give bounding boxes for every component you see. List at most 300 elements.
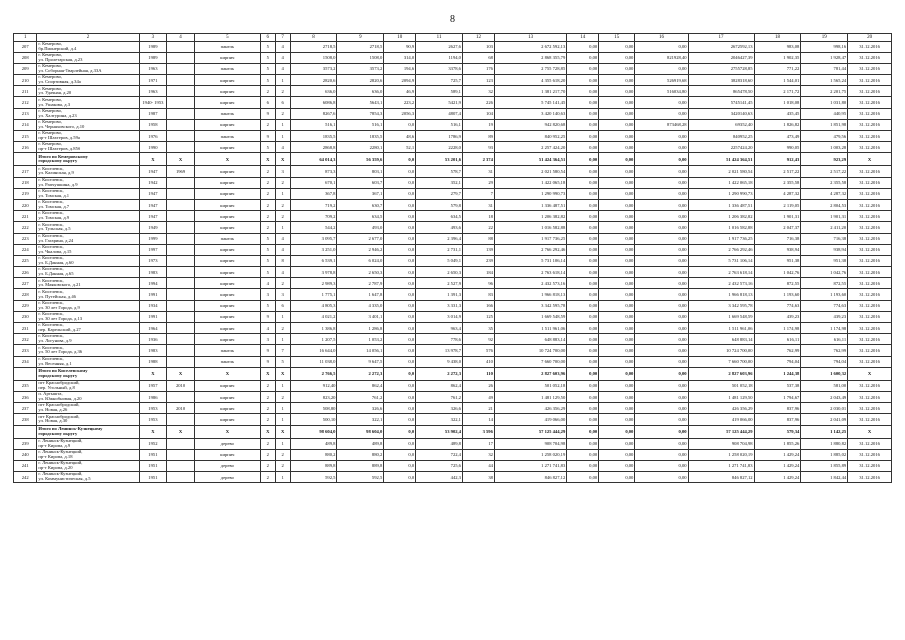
table-cell: 873,3 <box>290 166 337 177</box>
table-cell: 31 <box>462 166 494 177</box>
table-cell: 2 396,4 <box>416 233 463 244</box>
table-cell: 0,0 <box>384 119 416 130</box>
table-row <box>14 108 892 119</box>
table-cell: 1508,0 <box>337 52 384 63</box>
table-row <box>14 438 892 449</box>
table-cell: 9 <box>260 356 275 367</box>
table-cell: 2 <box>260 391 275 402</box>
table-cell: 0,00 <box>567 334 599 345</box>
table-cell: 2820,6 <box>290 75 337 86</box>
table-cell: 419 066,00 <box>688 414 754 425</box>
table-cell: 0,00 <box>567 267 599 278</box>
table-cell: 98 604,0 <box>290 425 337 438</box>
table-cell: 0,00 <box>635 356 688 367</box>
table-cell: 2 <box>260 414 275 425</box>
table-cell: 223,2 <box>384 97 416 108</box>
table-cell: 426 356,29 <box>688 403 754 414</box>
table-cell: 0,00 <box>635 449 688 460</box>
table-cell: 719,2 <box>290 199 337 210</box>
table-cell: 1 <box>275 311 290 322</box>
table-cell: 3 014,9 <box>416 311 463 322</box>
table-cell: 31.12.2016 <box>848 391 892 402</box>
table-cell: 31.12.2016 <box>848 52 892 63</box>
table-cell: 1 <box>275 472 290 483</box>
table-cell <box>167 86 195 97</box>
address-cell: г. Киселевск, ул. Чкалова, д.15 <box>37 244 139 255</box>
table-cell: 821928,40 <box>635 52 688 63</box>
table-cell: 544,2 <box>290 222 337 233</box>
table-cell: 0,00 <box>567 233 599 244</box>
table-row <box>14 222 892 233</box>
table-cell: X <box>194 153 260 166</box>
table-cell: X <box>848 425 892 438</box>
table-cell: 2 650,3 <box>416 267 463 278</box>
table-cell: 1 244,38 <box>754 367 801 380</box>
table-cell: 761,2 <box>416 391 463 402</box>
table-cell: 1 917 736,25 <box>494 233 566 244</box>
table-cell: 4 335,0 <box>337 300 384 311</box>
table-cell: 8 <box>275 255 290 266</box>
table-cell: 57 125 444,29 <box>494 425 566 438</box>
table-cell: 862,4 <box>416 380 463 391</box>
table-cell: 240 <box>14 449 37 460</box>
table-cell: 4 <box>275 233 290 244</box>
table-cell: 0,00 <box>567 108 599 119</box>
table-cell: 0,00 <box>635 108 688 119</box>
table-cell: 1835,5 <box>290 131 337 142</box>
table-cell: 123 <box>462 75 494 86</box>
table-cell: 0,00 <box>567 367 599 380</box>
table-cell: 53 902,4 <box>416 425 463 438</box>
table-cell <box>167 311 195 322</box>
table-cell: 709,2 <box>290 211 337 222</box>
table-cell: 0,00 <box>567 75 599 86</box>
table-cell: кирпич <box>194 334 260 345</box>
table-cell: 1964 <box>139 323 167 334</box>
table-cell: 0,00 <box>567 311 599 322</box>
table-cell: 1991 <box>139 311 167 322</box>
table-cell: 1 <box>275 334 290 345</box>
address-cell: пгт Краснобродский, ул. Новая, д.30 <box>37 414 139 425</box>
table-cell: 21 <box>462 403 494 414</box>
table-cell: 1 511 961,06 <box>494 323 566 334</box>
table-cell: 0,00 <box>599 166 635 177</box>
table-cell: 0,0 <box>384 345 416 356</box>
table-cell: 31.12.2016 <box>848 233 892 244</box>
table-cell: 410 <box>462 356 494 367</box>
table-cell: 716,38 <box>754 233 801 244</box>
table-cell: X <box>139 425 167 438</box>
table-cell: 0,00 <box>635 311 688 322</box>
table-cell: 1 286,8 <box>337 323 384 334</box>
table-cell: 489,8 <box>290 438 337 449</box>
table-cell: 2 201,75 <box>801 86 848 97</box>
table-cell: 479,56 <box>801 131 848 142</box>
table-cell: 4 <box>275 267 290 278</box>
table-cell: 781,44 <box>801 63 848 74</box>
table-cell: 31.12.2016 <box>848 323 892 334</box>
table-cell: 1 290 990,73 <box>494 188 566 199</box>
table-cell: 0,00 <box>567 131 599 142</box>
table-cell: 221 <box>14 211 37 222</box>
table-cell <box>14 425 37 438</box>
table-cell: 166 <box>462 300 494 311</box>
table-cell: 0,0 <box>384 267 416 278</box>
table-cell: 2 <box>275 177 290 188</box>
table-cell: 38 <box>462 472 494 483</box>
table-cell: 2 827 603,96 <box>494 367 566 380</box>
table-cell: кирпич <box>194 300 260 311</box>
table-cell: X <box>167 367 195 380</box>
table-cell: 9 <box>260 131 275 142</box>
table-cell: панель <box>194 108 260 119</box>
table-cell: 1 775,1 <box>290 289 337 300</box>
table-cell: 4 <box>275 142 290 153</box>
address-cell: г. Кемерово, ул. Удачная, д.20 <box>37 86 139 97</box>
table-row <box>14 278 892 289</box>
table-cell: 215 <box>14 131 37 142</box>
address-cell: г. Киселевск, ул. 30 лет Города, д.9 <box>37 300 139 311</box>
column-header: 10 <box>384 34 416 42</box>
table-cell: 0,00 <box>599 334 635 345</box>
table-row <box>14 255 892 266</box>
table-cell: 5 745 141,45 <box>494 97 566 108</box>
table-row <box>14 199 892 210</box>
table-cell: 209 <box>14 63 37 74</box>
table-cell: кирпич <box>194 380 260 391</box>
table-cell: 31.12.2016 <box>848 403 892 414</box>
table-cell: 0,00 <box>567 472 599 483</box>
table-cell: панель <box>194 345 260 356</box>
table-cell: 0,00 <box>599 300 635 311</box>
table-cell: 0,00 <box>599 244 635 255</box>
table-cell: 0,00 <box>635 233 688 244</box>
table-cell: 489,8 <box>337 438 384 449</box>
table-cell: X <box>848 367 892 380</box>
table-cell: 98 604,0 <box>337 425 384 438</box>
table-cell: X <box>260 425 275 438</box>
table-cell: 670,1 <box>290 177 337 188</box>
table-cell: 0,00 <box>599 153 635 166</box>
table-cell: 2 787,9 <box>337 278 384 289</box>
table-cell: 35 <box>462 323 494 334</box>
table-cell: X <box>260 367 275 380</box>
table-cell: 0,0 <box>384 233 416 244</box>
table-cell: 229 <box>14 300 37 311</box>
table-cell: 10 724 700,00 <box>494 345 566 356</box>
table-row <box>14 97 892 108</box>
table-cell: 0,00 <box>599 356 635 367</box>
table-cell: 0,00 <box>599 52 635 63</box>
table-cell: 576 <box>462 345 494 356</box>
column-header: 11 <box>416 34 463 42</box>
table-cell: 4 <box>260 323 275 334</box>
table-cell: 873468,28 <box>635 119 688 130</box>
table-cell: 19 <box>462 119 494 130</box>
table-cell: 2 374 <box>462 153 494 166</box>
table-cell: 0,00 <box>635 211 688 222</box>
table-cell: 234 <box>14 356 37 367</box>
address-cell: г. Кемерово, пр-т Шахтеров, д.85б <box>37 142 139 153</box>
table-cell: 1 336 487,51 <box>494 199 566 210</box>
table-cell: 0,00 <box>599 425 635 438</box>
table-cell: дерево <box>194 460 260 471</box>
table-cell: 0,0 <box>384 414 416 425</box>
column-header: 15 <box>599 34 635 42</box>
table-cell: 31.12.2016 <box>848 449 892 460</box>
table-cell: 2 <box>275 108 290 119</box>
table-cell: 1963 <box>139 63 167 74</box>
address-cell: г. Ленинск-Кузнецкий, пр-т Кирова, д.18 <box>37 449 139 460</box>
address-cell: пгт Краснобродский, пер. Угольный, д.8 <box>37 380 139 391</box>
table-cell: 2 989,3 <box>290 278 337 289</box>
table-cell <box>167 63 195 74</box>
table-cell: 493,6 <box>416 222 463 233</box>
table-cell: 2280,1 <box>337 142 384 153</box>
table-cell: 7 <box>275 345 290 356</box>
table-cell: X <box>275 425 290 438</box>
table-cell: 0,00 <box>567 86 599 97</box>
table-cell: 352,1 <box>416 177 463 188</box>
table-cell: X <box>167 425 195 438</box>
table-cell: 5 731 106,14 <box>494 255 566 266</box>
table-cell: 778,6 <box>416 334 463 345</box>
table-cell: 31.12.2016 <box>848 289 892 300</box>
table-cell: 1 018,08 <box>754 97 801 108</box>
table-cell: 31.12.2016 <box>848 75 892 86</box>
address-cell: г. Кемерово, пр-т Шахтеров, д.59а <box>37 131 139 142</box>
table-cell: 0,0 <box>384 391 416 402</box>
table-cell: 426 356,29 <box>494 403 566 414</box>
table-cell: 92 <box>462 334 494 345</box>
address-cell: г. Кемерово, ул. Пролетарская, д.23 <box>37 52 139 63</box>
table-cell: 367,8 <box>290 188 337 199</box>
table-cell: 2 804,53 <box>801 199 848 210</box>
table-cell: 4 021,2 <box>290 311 337 322</box>
table-cell: 31.12.2016 <box>848 356 892 367</box>
table-cell: 0,00 <box>599 472 635 483</box>
table-cell: 1 053,2 <box>337 334 384 345</box>
table-cell <box>167 41 195 52</box>
table-cell: 93 <box>462 142 494 153</box>
table-cell: 0,00 <box>635 41 688 52</box>
table-cell: 516034,80 <box>635 86 688 97</box>
table-cell: 89 <box>462 131 494 142</box>
table-cell: кирпич <box>194 86 260 97</box>
table-cell: 0,00 <box>567 438 599 449</box>
address-cell: г. Киселевск, ул. 30 лет Города, д.13 <box>37 311 139 322</box>
table-cell: 0,00 <box>567 345 599 356</box>
table-cell: 1 381 217,70 <box>494 86 566 97</box>
table-cell: кирпич <box>194 267 260 278</box>
column-header: 1 <box>14 34 37 42</box>
table-cell: 2 766,5 <box>290 367 337 380</box>
table-cell: 908 704,98 <box>688 438 754 449</box>
table-cell: 5 <box>260 244 275 255</box>
table-cell: 0,00 <box>635 244 688 255</box>
table-cell: 1 258 020,19 <box>494 449 566 460</box>
table-cell: 1 600,32 <box>801 367 848 380</box>
table-cell: 579,8 <box>416 199 463 210</box>
table-cell: 1 <box>275 119 290 130</box>
table-cell: 1 <box>275 380 290 391</box>
table-cell: 3828318,60 <box>688 75 754 86</box>
table-cell: 184 <box>462 267 494 278</box>
table-cell: 31.12.2016 <box>848 177 892 188</box>
table-cell: 0,00 <box>635 334 688 345</box>
table-cell: 1999 <box>139 233 167 244</box>
column-header: 12 <box>462 34 494 42</box>
table-cell: 912,40 <box>290 380 337 391</box>
table-cell: 489,8 <box>416 438 463 449</box>
address-cell: г. Кемерово, ул. Халтурина, д.23 <box>37 108 139 119</box>
table-cell: X <box>275 367 290 380</box>
table-cell: дерево <box>194 438 260 449</box>
table-cell: 0,00 <box>635 97 688 108</box>
table-cell: 1942 <box>139 177 167 188</box>
table-cell: 2 <box>260 177 275 188</box>
table-cell: 0,00 <box>635 472 688 483</box>
table-row <box>14 403 892 414</box>
table-cell: 2 043,49 <box>801 391 848 402</box>
table-cell: 0,0 <box>384 177 416 188</box>
table-row <box>14 211 892 222</box>
table-cell: 0,00 <box>567 222 599 233</box>
table-cell: 0,00 <box>567 300 599 311</box>
table-cell: 9 647,5 <box>337 356 384 367</box>
total-row <box>14 367 892 380</box>
table-cell: 226 <box>14 267 37 278</box>
table-cell: 1 842,44 <box>801 472 848 483</box>
table-cell: 2627,6 <box>416 41 463 52</box>
table-cell: 1 481 129,50 <box>494 391 566 402</box>
table-cell: 0,00 <box>599 323 635 334</box>
table-row <box>14 449 892 460</box>
address-cell: п. Артышта, ул. Южнобновая, д.20 <box>37 391 139 402</box>
table-cell: 774,63 <box>801 300 848 311</box>
table-cell: 2 <box>260 449 275 460</box>
table-cell: 2 763 618,14 <box>688 267 754 278</box>
table-cell: 1 271 741,83 <box>688 460 754 471</box>
table-cell: 1 794,67 <box>754 391 801 402</box>
column-header: 9 <box>337 34 384 42</box>
table-cell: 0,00 <box>599 131 635 142</box>
table-cell: 1 429,24 <box>754 460 801 471</box>
table-cell: 2 <box>275 278 290 289</box>
table-cell: 14 056,1 <box>337 345 384 356</box>
table-cell: 3 <box>260 289 275 300</box>
table-cell: 1957 <box>139 380 167 391</box>
table-cell: 225 <box>14 255 37 266</box>
address-cell: г. Кемерово, ул. Черняховского, д.10 <box>37 119 139 130</box>
table-cell: 938,94 <box>801 244 848 255</box>
table-cell: 648 883,14 <box>494 334 566 345</box>
table-row <box>14 414 892 425</box>
table-cell: 1 003,28 <box>801 142 848 153</box>
table-cell: 1976 <box>139 131 167 142</box>
table-cell: 634,5 <box>416 211 463 222</box>
table-cell: 0,00 <box>599 278 635 289</box>
table-cell: 322,1 <box>337 414 384 425</box>
table-cell: 3573,2 <box>337 63 384 74</box>
table-cell: 279,7 <box>416 188 463 199</box>
table-row <box>14 334 892 345</box>
table-cell: 31.12.2016 <box>848 188 892 199</box>
table-cell: 2 355,58 <box>801 177 848 188</box>
table-cell: панель <box>194 233 260 244</box>
table-cell: 1 016 582,88 <box>688 222 754 233</box>
table-row <box>14 75 892 86</box>
table-cell <box>14 367 37 380</box>
table-cell <box>167 278 195 289</box>
table-cell <box>167 460 195 471</box>
table-cell: 0,00 <box>599 380 635 391</box>
table-cell: кирпич <box>194 255 260 266</box>
table-cell: X <box>194 367 260 380</box>
table-cell: 216 <box>14 142 37 153</box>
column-header: 18 <box>754 34 801 42</box>
table-cell: 2 <box>275 460 290 471</box>
table-cell: 57 125 444,29 <box>688 425 754 438</box>
address-cell: пгт Краснобродский, ул. Новая, д.26 <box>37 403 139 414</box>
table-cell: 0,00 <box>599 142 635 153</box>
table-cell: 1 429,24 <box>754 472 801 483</box>
table-cell: 990,05 <box>754 142 801 153</box>
table-cell: 2 517,22 <box>754 166 801 177</box>
address-cell: г. Ленинск-Кузнецкий, ул. Коммунистическая, д.5 <box>37 472 139 483</box>
table-cell: 761,2 <box>337 391 384 402</box>
table-cell: 31.12.2016 <box>848 222 892 233</box>
table-cell: 0,00 <box>599 211 635 222</box>
table-row <box>14 86 892 97</box>
table-cell: 516,1 <box>337 119 384 130</box>
table-cell: 1 422 065,18 <box>688 177 754 188</box>
table-cell <box>167 177 195 188</box>
table-cell: 2056,3 <box>384 108 416 119</box>
table-cell: 0,00 <box>567 142 599 153</box>
table-cell: 3 342 595,78 <box>494 300 566 311</box>
table-cell: 5 <box>260 267 275 278</box>
table-cell: 2 <box>260 380 275 391</box>
table-cell: 64 014,3 <box>290 153 337 166</box>
table-cell: 803,1 <box>337 166 384 177</box>
table-cell: 951,38 <box>801 255 848 266</box>
table-cell: 1 885,02 <box>801 449 848 460</box>
table-cell: 998,16 <box>801 41 848 52</box>
table-cell: 1 917 736,25 <box>688 233 754 244</box>
table-cell: 2 677,0 <box>337 233 384 244</box>
table-cell: 2 <box>275 391 290 402</box>
table-cell: 942 820,68 <box>494 119 566 130</box>
column-header: 17 <box>688 34 754 42</box>
table-cell: 2 <box>260 472 275 483</box>
table-cell: 3 596 <box>462 425 494 438</box>
column-header: 19 <box>801 34 848 42</box>
table-cell: 0,00 <box>599 414 635 425</box>
column-header: 20 <box>848 34 892 42</box>
table-cell: 230 <box>14 311 37 322</box>
table-cell: 4 805,3 <box>290 300 337 311</box>
table-cell: 214 <box>14 119 37 130</box>
table-cell: 0,0 <box>384 403 416 414</box>
table-cell: 31.12.2016 <box>848 41 892 52</box>
table-cell <box>167 449 195 460</box>
table-cell: 218 <box>14 177 37 188</box>
table-cell: 0,00 <box>599 367 635 380</box>
table-cell: панель <box>194 131 260 142</box>
table-cell: 0,00 <box>599 345 635 356</box>
table-cell: 2 030,01 <box>801 403 848 414</box>
